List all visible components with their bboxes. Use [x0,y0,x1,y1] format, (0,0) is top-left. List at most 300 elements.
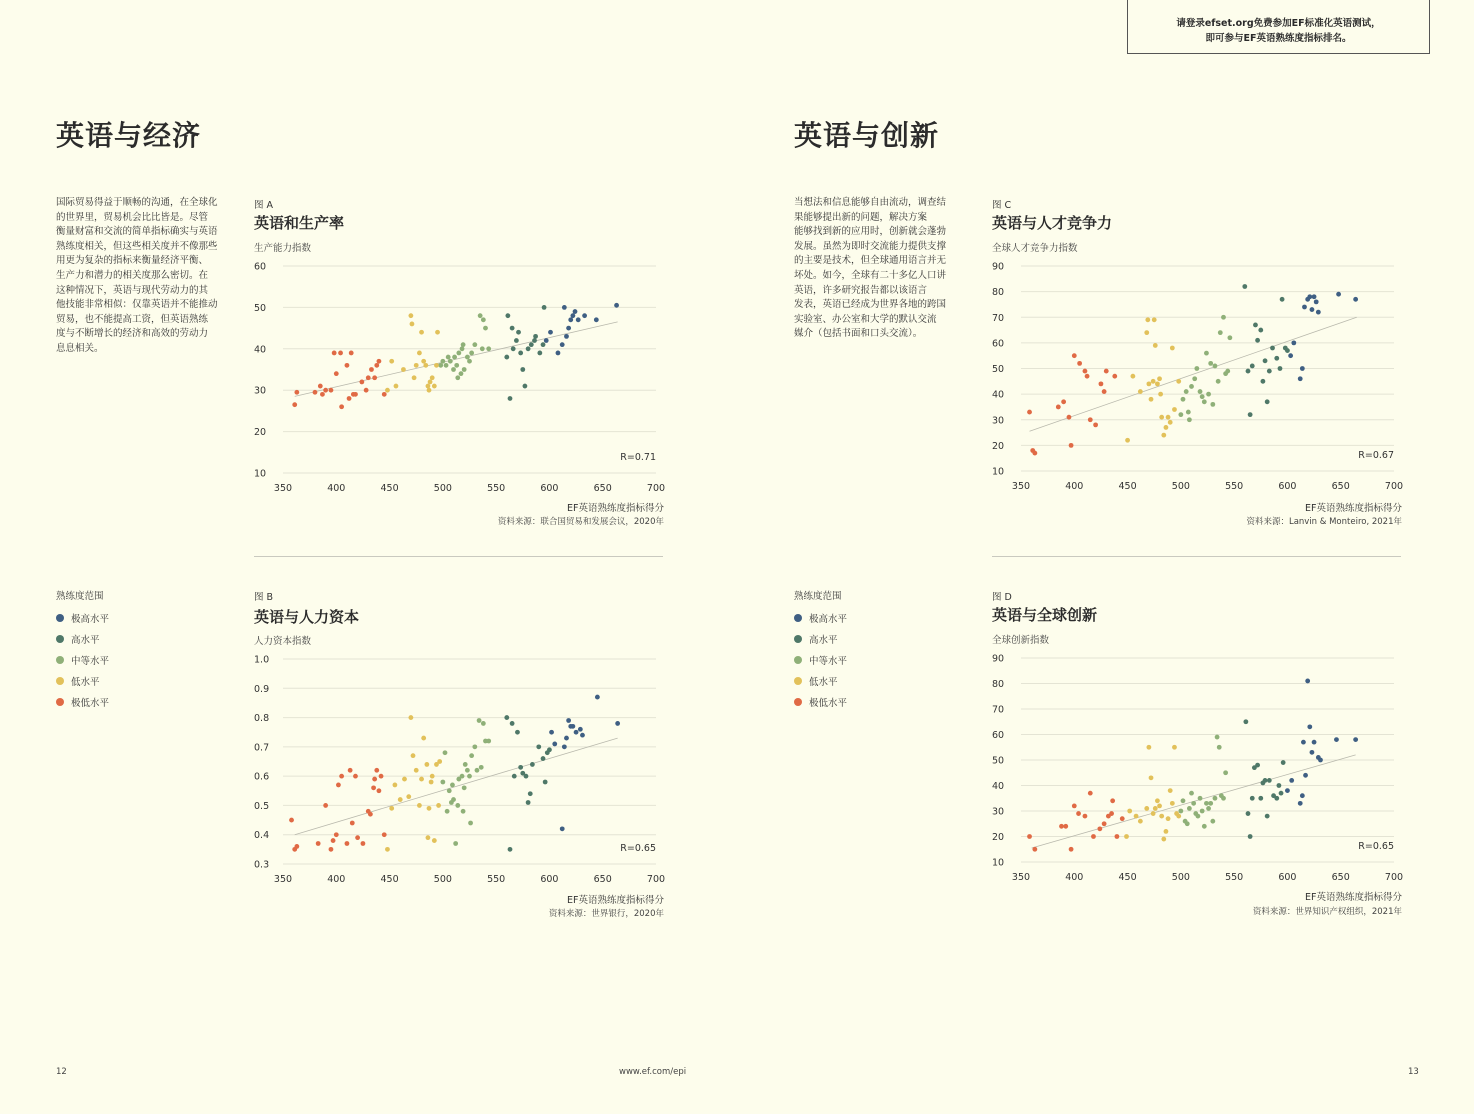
data-point-very-low [1083,369,1088,374]
data-point-medium [480,346,485,351]
x-tick-label: 600 [540,483,559,494]
data-point-medium [483,326,488,331]
data-point-very-low [377,788,382,793]
figure-d-source: 资料来源：世界知识产权组织，2021年 [1252,907,1402,917]
data-point-low [398,797,403,802]
data-point-very-low [294,390,299,395]
legend-item [794,628,847,649]
promo-line-2: 即可参与EF英语熟练度指标排名。 [1205,33,1352,44]
legend-dot [794,614,802,622]
data-point-very-high [566,326,571,331]
data-point-low [1166,415,1171,420]
legend-label: 极低水平 [809,697,848,709]
data-point-very-low [334,371,339,376]
data-point-very-low [1115,834,1120,839]
data-point-low [1138,389,1143,394]
data-point-medium [1178,809,1183,814]
y-tick-label: 90 [992,261,1005,273]
data-point-very-high [1298,376,1303,381]
data-point-very-high [574,730,579,735]
data-point-very-low [349,351,354,356]
data-point-low [1161,433,1166,438]
data-point-low [1146,745,1151,750]
y-tick-label: 10 [992,466,1005,478]
data-point-very-low [332,351,337,356]
legend-label: 高水平 [809,634,838,646]
data-point-high [528,791,533,796]
data-point-low [414,363,419,368]
data-point-very-low [334,832,339,837]
y-tick-label: 30 [992,415,1005,427]
x-tick-label: 700 [1384,872,1404,883]
data-point-medium [1213,796,1218,801]
data-point-very-high [594,317,599,322]
data-point-very-low [329,388,334,393]
figure-c-ylabel: 全球人才竞争力指数 [992,243,1078,254]
data-point-very-high [1353,297,1358,302]
data-point-low [419,330,424,335]
data-point-very-high [580,733,585,738]
data-point-low [1144,330,1149,335]
legend-label: 中等水平 [71,655,110,667]
data-point-very-low [1091,834,1096,839]
y-tick-label: 40 [254,344,267,356]
data-point-high [1258,796,1263,801]
data-point-low [429,780,434,785]
x-tick-label: 350 [1011,872,1031,883]
trend-line [1030,317,1357,431]
legend-title-right: 熟练度范围 [794,591,842,602]
y-tick-label: 0.8 [254,713,270,725]
data-point-low [1155,798,1160,803]
data-point-very-low [294,844,299,849]
data-point-medium [1187,806,1192,811]
data-point-medium [455,375,460,380]
data-point-medium [453,841,458,846]
data-point-very-low [1072,804,1077,809]
data-point-very-high [573,309,578,314]
data-point-high [1255,338,1260,343]
legend-item [794,607,847,628]
data-point-very-high [1334,737,1339,742]
data-point-very-high [562,744,567,749]
data-point-very-low [336,783,341,788]
data-point-high [508,847,513,852]
data-point-medium [1191,801,1196,806]
data-point-very-low [1072,353,1077,358]
legend-label: 高水平 [71,634,100,646]
data-point-low [424,762,429,767]
chart-b-human-capital [244,649,668,892]
data-point-medium [451,797,456,802]
data-point-medium [462,785,467,790]
data-point-high [524,774,529,779]
data-point-medium [1213,364,1218,369]
data-point-very-high [1310,750,1315,755]
page-title-innovation: 英语与创新 [794,119,940,152]
chart-d-innovation [982,648,1406,890]
data-point-high [1267,369,1272,374]
data-point-very-low [1032,451,1037,456]
y-tick-label: 30 [992,806,1005,818]
data-point-very-low [382,392,387,397]
data-point-very-low [1077,361,1082,366]
legend-label: 低水平 [71,676,100,688]
data-point-medium [1196,814,1201,819]
data-point-very-high [1301,740,1306,745]
data-point-medium [460,774,465,779]
data-point-medium [460,346,465,351]
page-number-right: 13 [1408,1067,1419,1077]
x-tick-label: 450 [1118,872,1137,883]
x-tick-label: 550 [1225,481,1244,492]
data-point-high [511,346,516,351]
data-point-very-low [355,835,360,840]
y-tick-label: 20 [254,427,267,439]
data-point-low [1124,834,1129,839]
x-tick-label: 600 [540,874,559,885]
x-tick-label: 550 [487,874,506,885]
data-point-low [432,838,437,843]
data-point-low [436,803,441,808]
data-point-high [547,747,552,752]
y-tick-label: 0.4 [254,830,270,842]
x-tick-label: 350 [273,483,293,494]
data-point-very-low [348,768,353,773]
data-point-high [1270,346,1275,351]
footer-url[interactable]: www.ef.com/epi [619,1067,687,1077]
r-value-label: R=0.65 [1358,841,1394,852]
data-point-very-low [1093,422,1098,427]
x-tick-label: 650 [1331,481,1350,492]
figure-a-ylabel: 生产能力指数 [254,243,312,254]
data-point-very-low [1027,410,1032,415]
data-point-high [532,338,537,343]
data-point-low [1149,397,1154,402]
data-point-low [426,384,431,389]
data-point-low [421,359,426,364]
data-point-medium [1189,384,1194,389]
data-point-very-low [374,768,379,773]
data-point-high [530,762,535,767]
trend-line [295,738,618,835]
data-point-low [430,375,435,380]
data-point-very-high [544,338,549,343]
data-point-low [1149,775,1154,780]
data-point-very-low [345,841,350,846]
y-tick-label: 90 [992,653,1005,665]
data-point-very-high [1318,758,1323,763]
data-point-medium [1198,389,1203,394]
data-point-medium [1200,394,1205,399]
legend-dot [56,635,64,643]
x-tick-label: 500 [433,874,452,885]
legend-dot [56,698,64,706]
data-point-medium [472,342,477,347]
figure-a-label: 图 A [254,200,274,211]
data-point-low [1155,381,1160,386]
legend-left [56,607,109,712]
data-point-medium [1216,379,1221,384]
data-point-medium [1208,361,1213,366]
data-point-low [423,363,428,368]
data-point-very-low [1097,826,1102,831]
data-point-high [542,305,547,310]
data-point-medium [461,809,466,814]
data-point-high [1255,763,1260,768]
data-point-low [421,736,426,741]
y-tick-label: 20 [992,440,1005,452]
data-point-high [508,396,513,401]
data-point-low [1153,343,1158,348]
data-point-very-low [1099,381,1104,386]
legend-dot [56,656,64,664]
data-point-very-low [350,821,355,826]
data-point-medium [478,313,483,318]
x-tick-label: 550 [1225,872,1244,883]
data-point-very-low [320,392,325,397]
data-point-medium [1221,796,1226,801]
data-point-low [414,768,419,773]
legend-label: 中等水平 [809,655,848,667]
data-point-low [1159,814,1164,819]
intro-economy: 国际贸易得益于顺畅的沟通，在全球化 的世界里，贸易机会比比皆是。尽管 衡量财富和交流的简单指标确实与英语 熟练度相关，但这些相关度并不像那些 用更为复杂的指标来衡量经济平衡、 生产力和潜力的相关度那么密切。在 这种情况下，英语与现代劳动力的其 他技能非常相似：仅靠英语并不能推动 贸易，也不能提高工资，但英语熟练 度与不断增长的经济和高效的劳动力 息息相关。 [56,197,218,354]
data-point-very-high [1305,679,1310,684]
data-point-very-low [353,392,358,397]
x-tick-label: 700 [1384,481,1404,492]
data-point-low [1146,381,1151,386]
x-tick-label: 500 [1171,481,1190,492]
data-point-high [504,355,509,360]
figure-b-xlabel: EF英语熟练度指标得分 [567,895,664,906]
data-point-medium [447,788,452,793]
data-point-low [412,375,417,380]
data-point-low [1158,392,1163,397]
data-point-low [432,384,437,389]
data-point-very-high [556,351,561,356]
legend-dot [794,656,802,664]
data-point-very-high [1307,724,1312,729]
legend-item [794,670,847,691]
data-point-medium [465,768,470,773]
y-tick-label: 10 [254,468,267,480]
data-point-very-low [1032,847,1037,852]
data-point-low [434,363,439,368]
promo-line-1: 请登录efset.org免费参加EF标准化英语测试， [1176,18,1381,29]
x-tick-label: 350 [1011,481,1031,492]
data-point-very-low [1085,374,1090,379]
data-point-medium [462,367,467,372]
data-point-medium [475,768,480,773]
data-point-medium [448,359,453,364]
data-point-medium [1215,735,1220,740]
data-point-high [1274,356,1279,361]
x-tick-label: 650 [1331,872,1350,883]
y-tick-label: 0.7 [254,742,270,754]
data-point-high [520,367,525,372]
data-point-low [1145,317,1150,322]
data-point-low [1176,814,1181,819]
data-point-low [1172,407,1177,412]
data-point-very-high [1310,307,1315,312]
data-point-very-low [1063,824,1068,829]
legend-item [56,649,109,670]
data-point-high [1250,364,1255,369]
figure-c-title: 英语与人才竞争力 [992,214,1113,232]
data-point-very-high [614,303,619,308]
page-title-economy: 英语与经济 [56,119,202,152]
data-point-high [518,351,523,356]
data-point-medium [1204,801,1209,806]
data-point-high [537,351,542,356]
data-point-high [1248,412,1253,417]
legend-item [56,628,109,649]
figure-a-source: 资料来源：联合国贸易和发展会议，2020年 [497,517,664,527]
data-point-high [1277,783,1282,788]
figure-d-label: 图 D [992,592,1012,603]
data-point-low [419,777,424,782]
data-point-low [1159,415,1164,420]
data-point-very-high [576,317,581,322]
data-point-very-high [1307,294,1312,299]
data-point-medium [465,355,470,360]
data-point-low [1172,745,1177,750]
data-point-medium [486,346,491,351]
y-tick-label: 60 [254,261,267,273]
legend-label: 低水平 [809,676,838,688]
data-point-very-high [1300,366,1305,371]
data-point-very-low [364,388,369,393]
chart-a-productivity [244,256,668,501]
data-point-medium [1221,315,1226,320]
data-point-low [1166,816,1171,821]
efset-promo-box [1127,0,1430,54]
y-tick-label: 0.9 [254,683,270,695]
data-point-very-low [1104,369,1109,374]
data-point-medium [1218,330,1223,335]
data-point-low [385,388,390,393]
data-point-medium [1202,824,1207,829]
data-point-high [1246,369,1251,374]
data-point-low [1134,814,1139,819]
data-point-medium [486,739,491,744]
data-point-high [1250,796,1255,801]
data-point-low [1151,379,1156,384]
data-point-very-low [338,351,343,356]
r-value-label: R=0.65 [620,843,656,854]
data-point-high [504,715,509,720]
data-point-high [541,342,546,347]
x-tick-label: 500 [1171,872,1190,883]
data-point-medium [443,750,448,755]
data-point-very-high [582,313,587,318]
data-point-very-low [313,390,318,395]
x-tick-label: 450 [380,874,399,885]
data-point-low [1152,317,1157,322]
x-tick-label: 400 [327,874,346,885]
data-point-medium [481,721,486,726]
x-tick-label: 450 [1118,481,1137,492]
divider-right [992,556,1401,557]
data-point-medium [454,363,459,368]
figure-d-title: 英语与全球创新 [992,606,1098,624]
data-point-low [394,384,399,389]
data-point-medium [452,355,457,360]
data-point-very-low [372,777,377,782]
data-point-very-high [615,721,620,726]
data-point-very-low [1102,821,1107,826]
data-point-high [1280,297,1285,302]
data-point-low [428,380,433,385]
data-point-medium [440,780,445,785]
x-tick-label: 700 [646,483,666,494]
y-tick-label: 60 [992,338,1005,350]
legend-label: 极高水平 [809,613,848,625]
data-point-very-low [372,375,377,380]
data-point-very-low [1069,847,1074,852]
data-point-very-high [549,730,554,735]
data-point-low [435,330,440,335]
legend-item [794,691,847,712]
data-point-very-low [1076,811,1081,816]
data-point-medium [1194,366,1199,371]
data-point-very-high [1312,294,1317,299]
data-point-very-low [1027,834,1032,839]
y-tick-label: 0.6 [254,771,270,783]
data-point-medium [1227,335,1232,340]
data-point-high [1263,358,1268,363]
figure-a-xlabel: EF英语熟练度指标得分 [567,503,664,514]
data-point-high [541,756,546,761]
data-point-very-low [316,841,321,846]
data-point-low [1125,438,1130,443]
data-point-medium [1186,410,1191,415]
data-point-medium [477,718,482,723]
data-point-low [408,313,413,318]
data-point-high [526,800,531,805]
x-tick-label: 650 [593,874,612,885]
data-point-medium [1225,369,1230,374]
x-tick-label: 400 [1065,872,1084,883]
data-point-very-high [1291,340,1296,345]
data-point-high [1265,399,1270,404]
data-point-very-low [339,774,344,779]
data-point-very-high [1300,793,1305,798]
data-point-medium [1192,376,1197,381]
r-value-label: R=0.67 [1358,450,1394,461]
data-point-medium [450,783,455,788]
data-point-very-high [1302,305,1307,310]
data-point-medium [1185,821,1190,826]
data-point-very-low [374,363,379,368]
data-point-low [1151,811,1156,816]
data-point-very-low [1067,415,1072,420]
x-tick-label: 550 [487,483,506,494]
data-point-very-low [366,375,371,380]
x-tick-label: 500 [433,483,452,494]
data-point-low [427,806,432,811]
data-point-low [1161,837,1166,842]
data-point-high [1278,366,1283,371]
data-point-very-low [369,367,374,372]
data-point-medium [469,753,474,758]
data-point-very-high [564,736,569,741]
data-point-medium [455,803,460,808]
data-point-high [1242,284,1247,289]
data-point-medium [1181,798,1186,803]
r-value-label: R=0.71 [620,452,656,463]
data-point-very-high [552,742,557,747]
